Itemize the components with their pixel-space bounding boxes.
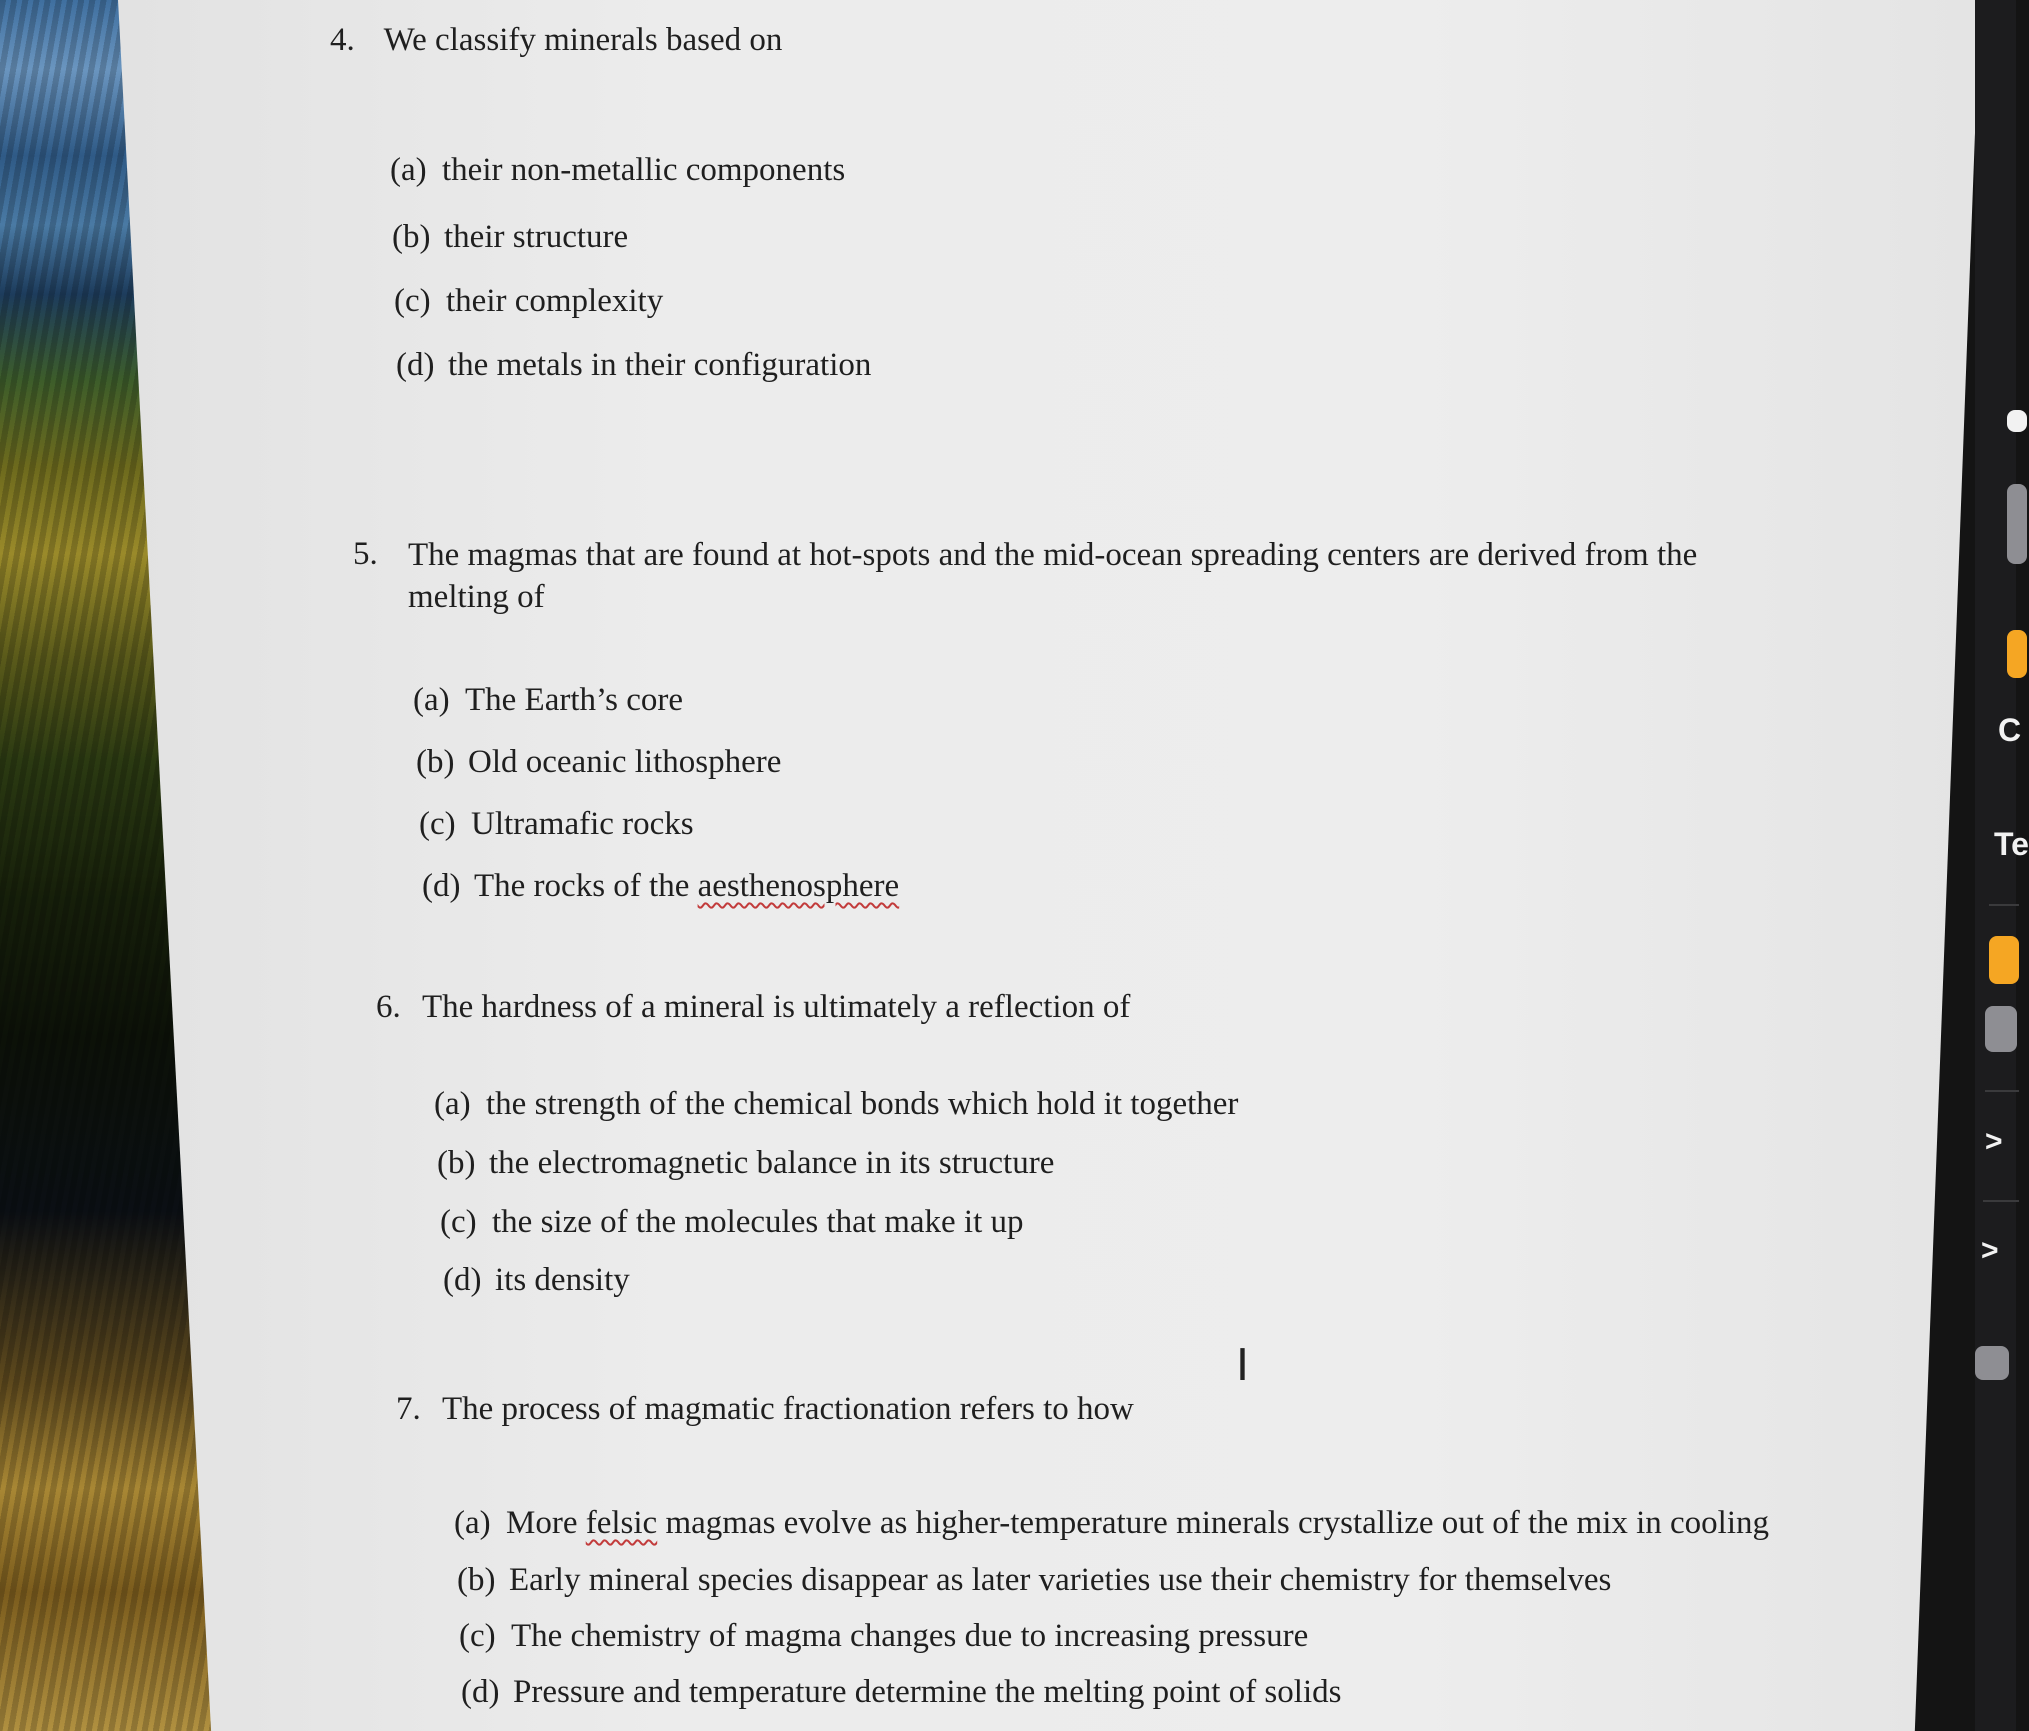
option-5c[interactable] — [419, 806, 694, 843]
panel-divider — [1983, 1200, 2019, 1202]
panel-gray-square[interactable] — [1975, 1346, 2009, 1380]
option-text: Ultramafic rocks — [471, 806, 694, 842]
option-letter: (d) — [396, 347, 435, 383]
option-text-prefix: More — [506, 1505, 586, 1541]
option-7a[interactable] — [454, 1505, 1769, 1542]
option-text: Old oceanic lithosphere — [468, 744, 782, 780]
panel-divider — [1989, 904, 2019, 906]
option-7d[interactable] — [461, 1674, 1341, 1711]
option-text: the electromagnetic balance in its structure — [489, 1145, 1055, 1181]
option-6b[interactable] — [437, 1145, 1054, 1182]
chevron-right-icon[interactable]: > — [1985, 1125, 2003, 1158]
option-letter: (c) — [459, 1618, 496, 1654]
option-6c[interactable] — [440, 1204, 1024, 1241]
panel-gray-block — [2007, 484, 2027, 564]
option-letter: (b) — [392, 219, 431, 255]
spellcheck-flagged-word[interactable]: aesthenosphere — [697, 868, 900, 904]
option-text: The Earth’s core — [465, 682, 684, 718]
option-letter: (b) — [457, 1562, 496, 1598]
option-letter: (a) — [454, 1505, 491, 1541]
panel-orange-block[interactable] — [2007, 630, 2027, 678]
option-7b[interactable] — [457, 1562, 1611, 1599]
panel-divider — [1985, 1090, 2019, 1092]
option-text: The chemistry of magma changes due to increasing pressure — [511, 1618, 1309, 1654]
question-number: 4. — [330, 22, 355, 58]
option-text-suffix: magmas evolve as higher-temperature minerals crystallize out of the mix in cooling — [657, 1505, 1770, 1541]
panel-orange-button[interactable] — [1989, 936, 2019, 984]
option-letter: (d) — [461, 1674, 500, 1710]
question-4 — [330, 22, 782, 59]
option-text: its density — [495, 1262, 630, 1298]
option-4d[interactable] — [396, 347, 871, 384]
option-7c[interactable] — [459, 1618, 1308, 1655]
document-page — [118, 0, 1980, 1731]
option-5d[interactable] — [422, 868, 899, 905]
option-6d[interactable] — [443, 1262, 630, 1299]
question-number: 7. — [396, 1391, 421, 1427]
question-7 — [396, 1391, 1134, 1428]
spellcheck-flagged-word[interactable]: felsic — [585, 1505, 658, 1541]
option-letter: (a) — [413, 682, 450, 718]
option-letter: (b) — [416, 744, 455, 780]
option-letter: (a) — [434, 1086, 471, 1122]
option-letter: (d) — [422, 868, 461, 904]
option-text: Early mineral species disappear as later varieties use their chemistry for themselves — [509, 1562, 1612, 1598]
question-6 — [376, 989, 1130, 1026]
panel-edge-marker — [2007, 410, 2027, 432]
option-letter: (c) — [440, 1204, 477, 1240]
panel-gray-button[interactable] — [1985, 1006, 2017, 1052]
option-letter: (c) — [394, 283, 431, 319]
question-stem: We classify minerals based on — [383, 22, 783, 58]
option-text: the size of the molecules that make it up — [492, 1204, 1024, 1240]
option-letter: (a) — [390, 152, 427, 188]
option-5b[interactable] — [416, 744, 781, 781]
panel-label-c: C — [1998, 712, 2022, 748]
option-text-prefix: The rocks of the — [474, 868, 698, 904]
option-4c[interactable] — [394, 283, 663, 320]
option-text: their structure — [444, 219, 629, 255]
option-text: their complexity — [446, 283, 664, 319]
option-4b[interactable] — [392, 219, 628, 256]
option-text: their non-metallic components — [442, 152, 846, 188]
option-5a[interactable] — [413, 682, 683, 719]
option-4a[interactable] — [390, 152, 845, 189]
text-cursor-icon: I — [1236, 1340, 1249, 1391]
question-number: 5. — [353, 536, 378, 572]
question-number: 6. — [376, 989, 401, 1025]
option-text: the strength of the chemical bonds which hold it together — [486, 1086, 1239, 1122]
option-text: Pressure and temperature determine the melting point of solids — [513, 1674, 1342, 1710]
question-5 — [353, 536, 399, 573]
option-text: the metals in their configuration — [448, 347, 872, 383]
question-stem: The magmas that are found at hot-spots and the mid-ocean spreading centers are derived from the melting of — [408, 537, 1698, 615]
side-panel — [1975, 0, 2029, 1731]
question-stem: The process of magmatic fractionation refers to how — [442, 1391, 1134, 1427]
option-letter: (d) — [443, 1262, 482, 1298]
option-letter: (b) — [437, 1145, 476, 1181]
option-letter: (c) — [419, 806, 456, 842]
chevron-right-icon[interactable]: > — [1981, 1234, 1999, 1267]
question-stem: The hardness of a mineral is ultimately a reflection of — [422, 989, 1131, 1025]
option-6a[interactable] — [434, 1086, 1238, 1123]
panel-label-te: Te — [1994, 826, 2029, 862]
